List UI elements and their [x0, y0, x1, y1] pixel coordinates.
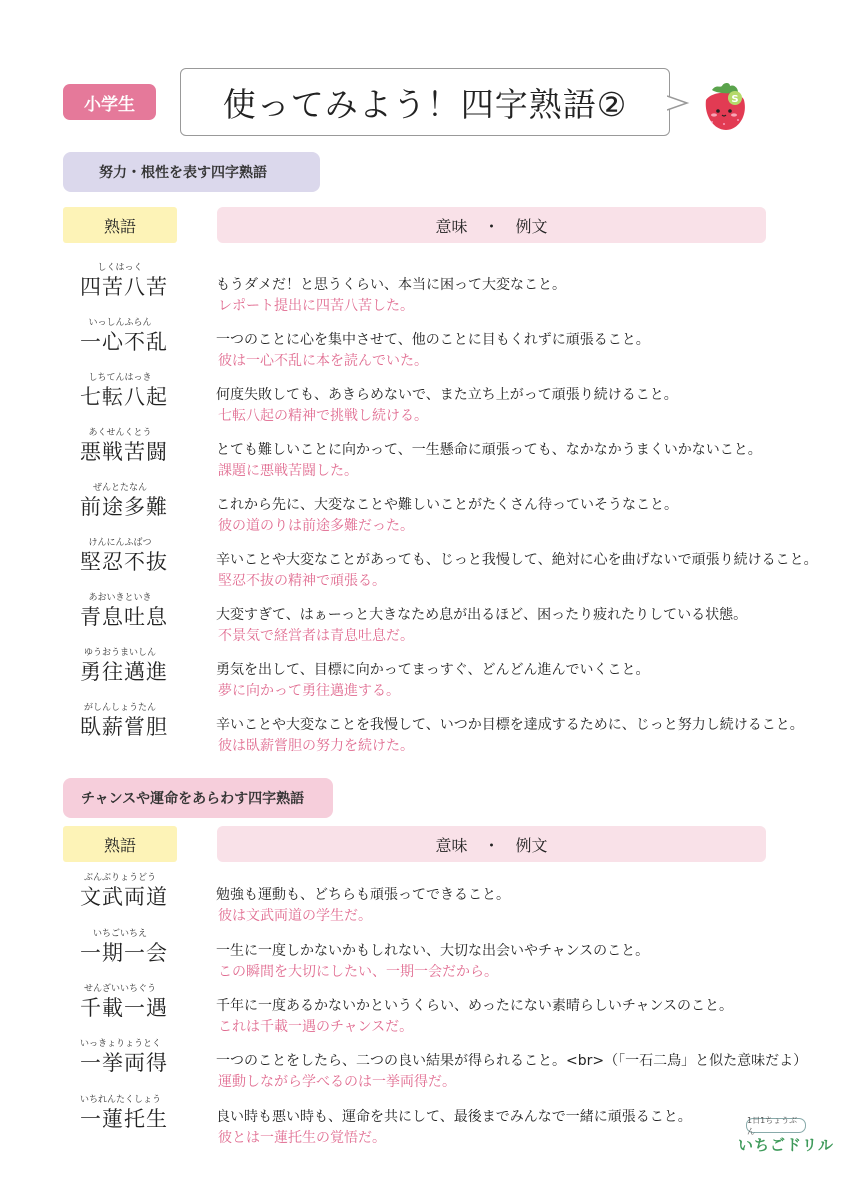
header-meaning-example: 意味 ・ 例文	[217, 826, 766, 862]
section-heading-chance-fate: チャンスや運命をあらわす四字熟語	[63, 778, 333, 818]
term-reading: いっきょりょうとく	[80, 1039, 162, 1049]
term-reading: けんにんふばつ	[88, 538, 152, 548]
list-item	[0, 425, 867, 481]
idiom-term: 一期一会	[80, 941, 168, 965]
svg-text:S: S	[731, 94, 739, 105]
term-reading: ぜんとたなん	[92, 483, 147, 493]
idiom-example: 彼とは一蓮托生の覚悟だ。	[218, 1130, 386, 1146]
term-reading: しくはっく	[97, 263, 143, 273]
idiom-meaning: 良い時も悪い時も、運命を共にして、最後までみんなで一緒に頑張ること。	[216, 1109, 692, 1125]
term-reading: あおいきといき	[88, 593, 152, 603]
list-item	[0, 315, 867, 371]
idiom-meaning: 勇気を出して、目標に向かってまっすぐ、どんどん進んでいくこと。	[216, 662, 650, 678]
idiom-example: 彼は一心不乱に本を読んでいた。	[218, 353, 428, 369]
list-item	[0, 1036, 867, 1092]
list-item	[0, 260, 867, 316]
logo-tagline: 1日1ちょうぶん	[746, 1118, 806, 1133]
strawberry-mascot-icon	[700, 80, 750, 132]
idiom-term: 一挙両得	[80, 1051, 168, 1075]
logo-wordmark: いちごドリル	[738, 1136, 835, 1154]
idiom-meaning: 辛いことや大変なことを我慢して、いつか目標を達成するために、じっと努力し続けること。	[216, 717, 804, 733]
term-reading: いちれんたくしょう	[80, 1095, 162, 1105]
idiom-meaning: 一つのことをしたら、二つの良い結果が得られること。<br>（「一石二鳥」と似た意味だよ）	[216, 1053, 808, 1069]
idiom-term: 堅忍不抜	[80, 550, 168, 574]
idiom-term: 勇往邁進	[80, 660, 168, 684]
page-title: 使ってみよう！四字熟語②	[180, 68, 670, 136]
list-item	[0, 1092, 867, 1148]
idiom-term: 千載一遇	[80, 996, 168, 1020]
term-reading: いっしんふらん	[88, 318, 152, 328]
idiom-example: レポート提出に四苦八苦した。	[218, 298, 414, 314]
idiom-term: 前途多難	[80, 495, 168, 519]
list-item	[0, 700, 867, 756]
term-reading: いちごいちえ	[92, 929, 147, 939]
list-item	[0, 926, 867, 982]
idiom-term: 文武両道	[80, 885, 168, 909]
idiom-term: 悪戦苦闘	[80, 440, 168, 464]
idiom-example: 彼は臥薪嘗胆の努力を続けた。	[218, 738, 414, 754]
idiom-meaning: とても難しいことに向かって、一生懸命に頑張っても、なかなかうまくいかないこと。	[216, 442, 762, 458]
list-item	[0, 535, 867, 591]
idiom-meaning: 千年に一度あるかないかというくらい、めったにない素晴らしいチャンスのこと。	[216, 998, 734, 1014]
speech-bubble-tail	[667, 94, 691, 112]
idiom-meaning: 一生に一度しかないかもしれない、大切な出会いやチャンスのこと。	[216, 943, 650, 959]
idiom-example: この瞬間を大切にしたい、一期一会だから。	[218, 964, 498, 980]
idiom-example: これは千載一遇のチャンスだ。	[218, 1019, 414, 1035]
section-heading-effort: 努力・根性を表す四字熟語	[63, 152, 320, 192]
idiom-example: 夢に向かって勇往邁進する。	[218, 683, 400, 699]
idiom-term: 四苦八苦	[80, 275, 168, 299]
term-reading: あくせんくとう	[88, 428, 152, 438]
idiom-term: 一蓮托生	[80, 1107, 168, 1131]
idiom-example: 堅忍不抜の精神で頑張る。	[218, 573, 386, 589]
idiom-example: 彼の道のりは前途多難だった。	[218, 518, 414, 534]
list-item	[0, 870, 867, 926]
idiom-meaning: 辛いことや大変なことがあっても、じっと我慢して、絶対に心を曲げないで頑張り続けること。	[216, 552, 818, 568]
ichigo-drill-logo	[738, 1115, 835, 1158]
header-meaning-example: 意味 ・ 例文	[217, 207, 766, 243]
idiom-example: 彼は文武両道の学生だ。	[218, 908, 372, 924]
list-item	[0, 981, 867, 1037]
list-item	[0, 590, 867, 646]
term-reading: しちてんはっき	[88, 373, 152, 383]
idiom-meaning: 何度失敗しても、あきらめないで、また立ち上がって頑張り続けること。	[216, 387, 678, 403]
idiom-meaning: これから先に、大変なことや難しいことがたくさん待っていそうなこと。	[216, 497, 678, 513]
idiom-meaning: 勉強も運動も、どちらも頑張ってできること。	[216, 887, 510, 903]
idiom-term: 七転八起	[80, 385, 168, 409]
idiom-example: 運動しながら学べるのは一挙両得だ。	[218, 1074, 456, 1090]
grade-badge: 小学生	[63, 84, 156, 120]
term-reading: ぶんぶりょうどう	[83, 873, 156, 883]
header-term: 熟語	[63, 826, 177, 862]
idiom-term: 臥薪嘗胆	[80, 715, 168, 739]
idiom-term: 一心不乱	[80, 330, 168, 354]
term-reading: がしんしょうたん	[83, 703, 156, 713]
idiom-meaning: もうダメだ！と思うくらい、本当に困って大変なこと。	[216, 277, 566, 293]
idiom-example: 不景気で経営者は青息吐息だ。	[218, 628, 414, 644]
idiom-example: 七転八起の精神で挑戦し続ける。	[218, 408, 428, 424]
term-reading: ゆうおうまいしん	[83, 648, 156, 658]
idiom-meaning: 一つのことに心を集中させて、他のことに目もくれずに頑張ること。	[216, 332, 650, 348]
idiom-meaning: 大変すぎて、はぁーっと大きなため息が出るほど、困ったり疲れたりしている状態。	[216, 607, 748, 623]
term-reading: せんざいいちぐう	[83, 984, 156, 994]
idiom-example: 課題に悪戦苦闘した。	[218, 463, 358, 479]
list-item	[0, 480, 867, 536]
idiom-term: 青息吐息	[80, 605, 168, 629]
list-item	[0, 645, 867, 701]
list-item	[0, 370, 867, 426]
header-term: 熟語	[63, 207, 177, 243]
